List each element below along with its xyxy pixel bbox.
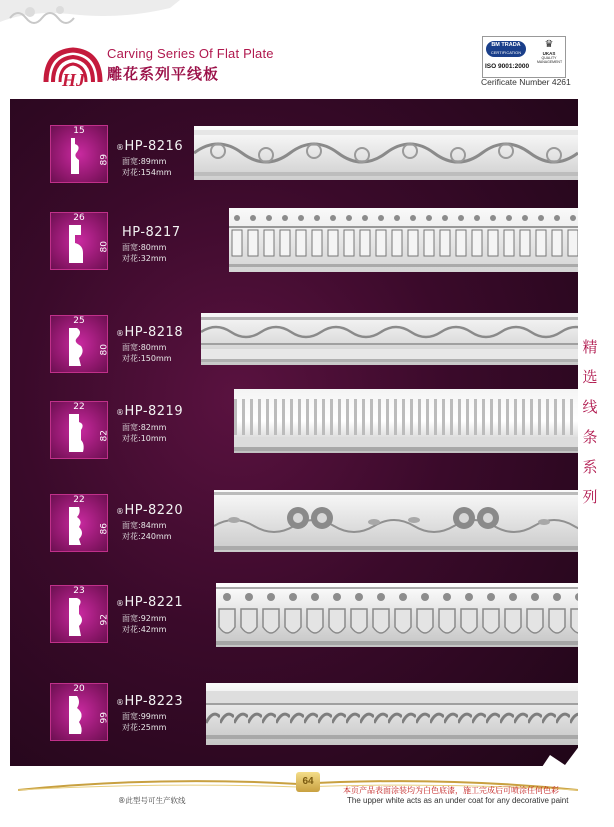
section-profile-8219 [50,401,108,459]
brand-title-en: Carving Series Of Flat Plate [107,46,274,61]
section-side-dim: 99 [99,712,109,724]
section-profile-8218 [50,315,108,373]
section-profile-8223 [50,683,108,741]
certification-badge [482,36,566,78]
model-number: ®HP-8221 [116,595,184,610]
model-number: ®HP-8223 [116,694,184,709]
brand-logo [42,46,104,90]
section-profile-8221 [50,585,108,643]
molding-image-8218 [201,313,578,365]
model-specs: 面宽:84mm 对花:240mm [122,521,172,541]
section-side-dim: 92 [99,614,109,626]
svg-text:HJ: HJ [62,70,86,90]
section-side-dim: 86 [99,523,109,535]
model-specs: 面宽:89mm 对花:154mm [122,157,172,177]
section-top-dim: 22 [73,402,85,412]
molding-image-8216 [194,126,578,180]
section-profile-8216 [50,125,108,183]
section-profile-8217 [50,212,108,270]
section-top-dim: 20 [73,684,85,694]
model-specs: 面宽:99mm 对花:25mm [122,712,167,732]
section-side-dim: 80 [99,344,109,356]
section-side-dim: 80 [99,241,109,253]
model-number: ®HP-8216 [116,139,184,154]
section-profile-8220 [50,494,108,552]
molding-image-8220 [214,490,578,552]
iso-label: ISO 9001:2000 [485,63,530,70]
brand-title-cn: 雕花系列平线板 [107,65,220,83]
molding-image-8221 [216,583,578,647]
section-side-dim: 82 [99,430,109,442]
page-number: 64 [296,772,320,792]
section-top-dim: 26 [73,213,85,223]
model-number: ®HP-8219 [116,404,184,419]
model-number: HP-8217 [122,225,181,240]
footer-note-en: The upper white acts as an under coat for any decorative paint [347,796,569,805]
certificate-number: Cerificate Number 4261 [481,77,571,87]
section-top-dim: 22 [73,495,85,505]
molding-image-8217 [229,208,578,272]
soft-line-note: ®此型号可生产软线 [118,796,186,805]
side-series-label: 精 选 线 条 系 列 [582,338,598,506]
model-specs: 面宽:80mm 对花:150mm [122,343,172,363]
section-top-dim: 23 [73,586,85,596]
section-side-dim: 89 [99,154,109,166]
model-specs: 面宽:82mm 对花:10mm [122,423,167,443]
section-top-dim: 15 [73,126,85,136]
footer-note-cn: 本页产品表面涂装均为白色底漆，施工完成后可喷涂任何色彩 [343,786,559,795]
section-top-dim: 25 [73,316,85,326]
model-number: ®HP-8218 [116,325,184,340]
model-number: ®HP-8220 [116,503,184,518]
model-specs: 面宽:80mm 对花:32mm [122,243,167,263]
ukas-logo: ♛ UKAS QUALITY MANAGEMENT [537,39,563,64]
molding-image-8219 [234,389,578,453]
bm-trada-logo: BM TRADA CERTIFICATION [486,41,526,57]
model-specs: 面宽:92mm 对花:42mm [122,614,167,634]
crown-icon: ♛ [544,39,554,50]
